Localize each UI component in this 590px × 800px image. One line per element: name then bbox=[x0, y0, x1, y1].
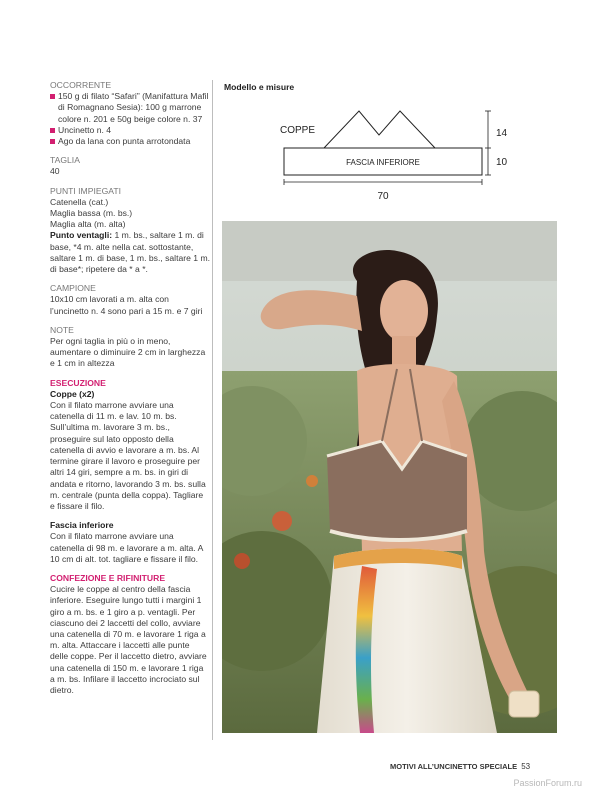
dim-coppe-value: 14 bbox=[496, 128, 508, 139]
coppe-shape bbox=[324, 111, 435, 148]
column-divider bbox=[212, 80, 213, 740]
subsection-title-fascia: Fascia inferiore bbox=[50, 520, 114, 531]
section-title-note: NOTE bbox=[50, 324, 74, 335]
subsection-title-coppe: Coppe (x2) bbox=[50, 388, 95, 399]
model-face bbox=[380, 280, 428, 342]
model-bracelet bbox=[509, 691, 539, 717]
page-number: 53 bbox=[521, 762, 531, 771]
material-item-needle: Ago da lana con punta arrotondata bbox=[50, 136, 210, 147]
campione-section bbox=[50, 283, 210, 317]
pattern-diagram-svg bbox=[224, 92, 524, 210]
material-item-hook: Uncinetto n. 4 bbox=[50, 125, 210, 136]
confezione-instructions: Cucire le coppe al centro della fascia inferiore. Eseguire lungo tutti i margini 1 giro a m. bs. e 1 giro a p. ventagli. Per ciascuno dei 2 laccetti del collo, avviare una catenella di 70 m. e lavorare 1 riga a m. alta. Attaccare i laccetti alle punte delle coppe. Per il laccetto dietro, avviare una catenella di 150 m. e lavorare 1 riga a m. bs. Infilare il laccetto incrociato sul dietro. bbox=[50, 584, 207, 695]
section-title-campione: CAMPIONE bbox=[50, 283, 96, 294]
stitch-ventagli bbox=[50, 230, 210, 275]
model-photo bbox=[222, 221, 557, 733]
magazine-title: MOTIVI ALL’UNCINETTO SPECIALE bbox=[390, 762, 518, 771]
stitch-ventagli-text: 1 m. bs., saltare 1 m. di base, *4 m. alte nella cat. sottostante, saltare 1 m. di base, 1 m. bs., saltare 1 m. di base*; ripetere da * a *. bbox=[50, 230, 211, 275]
watermark: PassionForum.ru bbox=[513, 778, 582, 788]
photo-flower bbox=[306, 475, 318, 487]
page-footer bbox=[390, 762, 530, 771]
coppe-label: COPPE bbox=[280, 125, 316, 136]
model-photo-illustration bbox=[222, 221, 557, 733]
note-text: Per ogni taglia in più o in meno, aumentare o diminuire 2 cm in larghezza e 1 cm in altezza bbox=[50, 336, 206, 369]
fascia-label: FASCIA INFERIORE bbox=[346, 158, 420, 167]
dim-fascia-value: 10 bbox=[496, 157, 508, 168]
section-title-taglia: TAGLIA bbox=[50, 155, 80, 166]
note-section bbox=[50, 325, 210, 370]
section-title-confezione: CONFEZIONE E RIFINITURE bbox=[50, 572, 166, 583]
confezione-section bbox=[50, 573, 210, 696]
occorrente-section bbox=[50, 80, 210, 147]
pattern-diagram bbox=[224, 92, 524, 210]
stitch-line: Maglia alta (m. alta) bbox=[50, 219, 126, 230]
photo-flower bbox=[234, 553, 250, 569]
section-title-punti: PUNTI IMPIEGATI bbox=[50, 185, 121, 196]
dim-width-value: 70 bbox=[377, 191, 389, 202]
stitch-ventagli-label: Punto ventagli: bbox=[50, 230, 113, 241]
material-item-yarn: 150 g di filato “Safari” (Manifattura Mafil di Romagnano Sesia): 100 g marrone colore n. 201 e 50g beige colore n. 37 bbox=[50, 91, 210, 125]
stitch-line: Maglia bassa (m. bs.) bbox=[50, 208, 133, 219]
size-value: 40 bbox=[50, 166, 60, 177]
taglia-section bbox=[50, 155, 210, 177]
esecuzione-section bbox=[50, 378, 210, 565]
diagram-title: Modello e misure bbox=[224, 82, 295, 92]
punti-section bbox=[50, 186, 210, 276]
instructions-column bbox=[50, 80, 210, 704]
coppe-instructions: Con il filato marrone avviare una catenella di 11 m. e lav. 10 m. bs. Sull’ultima m. lavorare 3 m. bs., proseguire sul lato opposto della catenella di avvio e lavorare a m. bs. Al termine girare il lavoro e proseguire per altri 14 giri, sempre a m. bs. in giri di andata e ritorno, lavorando 3 m. bs. sulla m. centrale (punta della coppa). Tagliare e fissare il filo. bbox=[50, 400, 206, 511]
section-title-occorrente: OCCORRENTE bbox=[50, 80, 112, 90]
gauge-text: 10x10 cm lavorati a m. alta con l’uncinetto n. 4 sono pari a 15 m. e 7 giri bbox=[50, 294, 203, 316]
section-title-esecuzione: ESECUZIONE bbox=[50, 377, 106, 388]
photo-flower bbox=[272, 511, 292, 531]
fascia-instructions: Con il filato marrone avviare una catenella di 98 m. e lavorare a m. alta. A 10 cm di alt. tot. tagliare e fissare il filo. bbox=[50, 531, 203, 564]
stitch-line: Catenella (cat.) bbox=[50, 196, 109, 207]
